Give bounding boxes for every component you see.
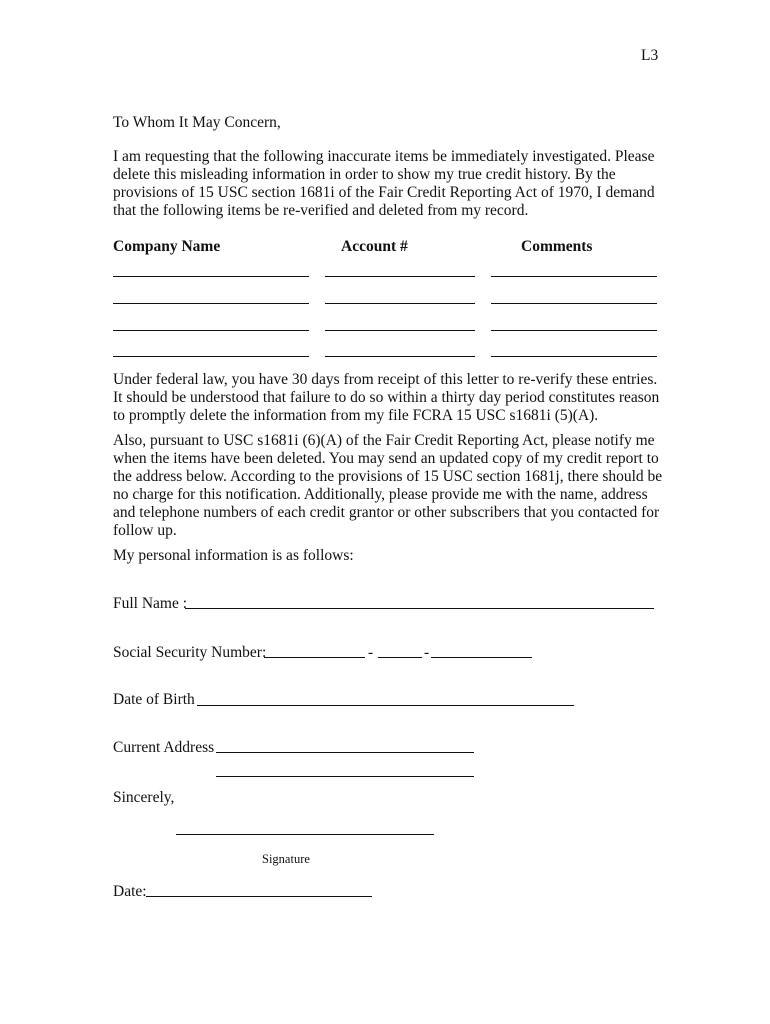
account-number-blank[interactable] — [325, 303, 475, 304]
intro-paragraph — [113, 148, 663, 220]
ssn-label: Social Security Number: — [113, 644, 267, 661]
account-number-blank[interactable] — [325, 356, 475, 357]
notify-line: no charge for this notification. Additionally, please provide me with the name, address — [113, 486, 648, 503]
date-field[interactable] — [146, 896, 372, 897]
intro-line: I am requesting that the following inaccurate items be immediately investigated. Please — [113, 148, 655, 165]
address-label: Current Address — [113, 739, 215, 756]
law-line: Under federal law, you have 30 days from receipt of this letter to re-verify these entries. — [113, 371, 658, 388]
closing: Sincerely, — [113, 789, 175, 806]
dob-field[interactable] — [197, 705, 574, 706]
law-line: It should be understood that failure to do so within a thirty day period constitutes reason — [113, 389, 660, 406]
page-id: L3 — [641, 47, 659, 64]
intro-line: delete this misleading information in order to show my true credit history. By the — [113, 166, 616, 183]
federal-law-paragraph — [113, 371, 663, 425]
notify-line: and telephone numbers of each credit grantor or other subscribers that you contacted for — [113, 504, 660, 521]
ssn-part2-field[interactable] — [378, 657, 422, 658]
notify-line: when the items have been deleted. You may send an updated copy of my credit report to — [113, 450, 659, 467]
date-label: Date: — [113, 883, 147, 900]
comments-blank[interactable] — [491, 330, 657, 331]
address-line2-field[interactable] — [216, 776, 474, 777]
comments-blank[interactable] — [491, 356, 657, 357]
intro-line: provisions of 15 USC section 1681i of the Fair Credit Reporting Act of 1970, I demand — [113, 184, 655, 201]
personal-info-intro: My personal information is as follows: — [113, 547, 354, 564]
intro-line: that the following items be re-verified and deleted from my record. — [113, 202, 529, 219]
company-name-blank[interactable] — [113, 303, 309, 304]
full-name-field[interactable] — [185, 608, 654, 609]
notify-line: follow up. — [113, 522, 177, 539]
dob-label: Date of Birth — [113, 691, 195, 708]
salutation: To Whom It May Concern, — [113, 114, 281, 131]
address-line1-field[interactable] — [216, 752, 474, 753]
notify-line: Also, pursuant to USC s1681i (6)(A) of the Fair Credit Reporting Act, please notify me — [113, 432, 655, 449]
ssn-separator: - — [424, 644, 430, 661]
notify-line: the address below. According to the provisions of 15 USC section 1681j, there should be — [113, 468, 663, 485]
account-number-blank[interactable] — [325, 276, 475, 277]
signature-label: Signature — [262, 852, 310, 866]
ssn-part3-field[interactable] — [431, 657, 532, 658]
header-comments: Comments — [521, 238, 593, 255]
ssn-part1-field[interactable] — [264, 657, 365, 658]
company-name-blank[interactable] — [113, 356, 309, 357]
company-name-blank[interactable] — [113, 330, 309, 331]
comments-blank[interactable] — [491, 276, 657, 277]
header-company-name: Company Name — [113, 238, 221, 255]
law-line: to promptly delete the information from my file FCRA 15 USC s1681i (5)(A). — [113, 407, 599, 424]
ssn-separator: - — [368, 644, 374, 661]
header-account-number: Account # — [341, 238, 408, 255]
full-name-label: Full Name : — [113, 595, 188, 612]
notify-paragraph — [113, 432, 663, 540]
signature-field[interactable] — [176, 834, 434, 835]
company-name-blank[interactable] — [113, 276, 309, 277]
comments-blank[interactable] — [491, 303, 657, 304]
account-number-blank[interactable] — [325, 330, 475, 331]
